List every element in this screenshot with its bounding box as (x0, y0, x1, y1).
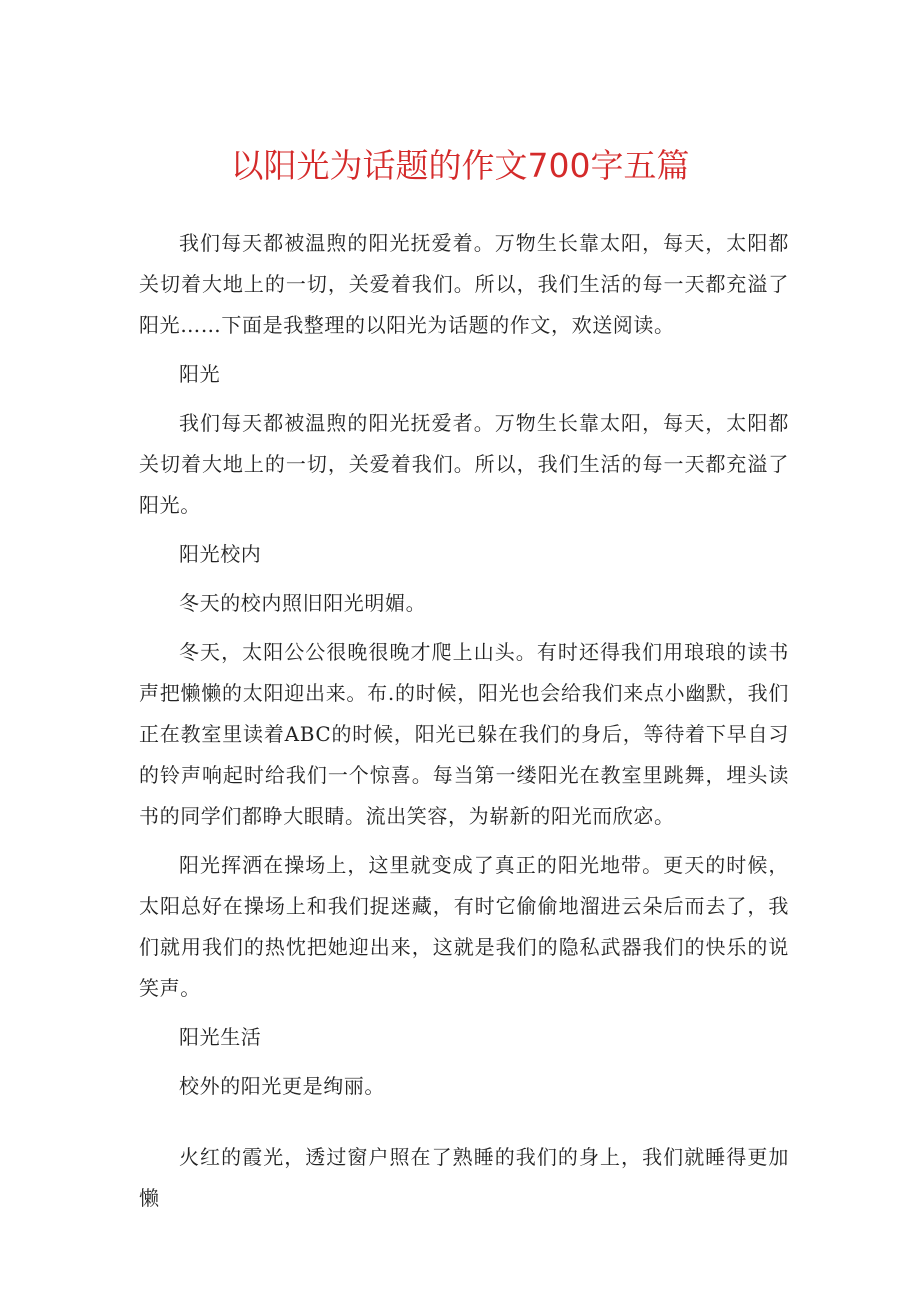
paragraph: 冬天，太阳公公很晚很晚才爬上山头。有时还得我们用琅琅的读书声把懒懒的太阳迎出来。布.的时候，阳光也会给我们来点小幽默，我们正在教室里读着ABC的时候，阳光已躲在我们的身后，等待着下早自习的铃声响起时给我们一个惊喜。每当第一缕阳光在教室里跳舞，埋头读书的同学们都睁大眼睛。流出笑容，为崭新的阳光而欣宓。 (139, 640, 789, 828)
paragraph: 冬天的校内照旧阳光明媚。 (179, 591, 427, 615)
section-heading-life: 阳光生活 (179, 1025, 262, 1049)
paragraph: 我们每天都被温煦的阳光抚爱者。万物生长靠太阳，每天，太阳都关切着大地上的一切，关爱着我们。所以，我们生活的每一天都充溢了阳光。 (139, 411, 789, 517)
paragraph: 火红的霞光，透过窗户照在了熟睡的我们的身上，我们就睡得更加懒 (139, 1145, 789, 1210)
intro-paragraph: 我们每天都被温煦的阳光抚爱着。万物生长靠太阳，每天，太阳都关切着大地上的一切，关爱着我们。所以，我们生活的每一天都充溢了阳光……下面是我整理的以阳光为话题的作文，欢送阅读。 (139, 231, 789, 337)
section-heading-sunshine: 阳光 (179, 362, 221, 386)
paragraph: 校外的阳光更是绚丽。 (179, 1074, 385, 1098)
paragraph: 阳光挥洒在操场上，这里就变成了真正的阳光地带。更天的时候，太阳总好在操场上和我们捉迷藏，有时它偷偷地溜进云朵后而去了，我们就用我们的热忱把她迎出来，这就是我们的隐私武器我们的快乐的说笑声。 (139, 853, 789, 1000)
document-body (139, 223, 789, 1219)
document-title: 以阳光为话题的作文700字五篇 (230, 146, 690, 185)
section-heading-campus: 阳光校内 (179, 542, 262, 566)
